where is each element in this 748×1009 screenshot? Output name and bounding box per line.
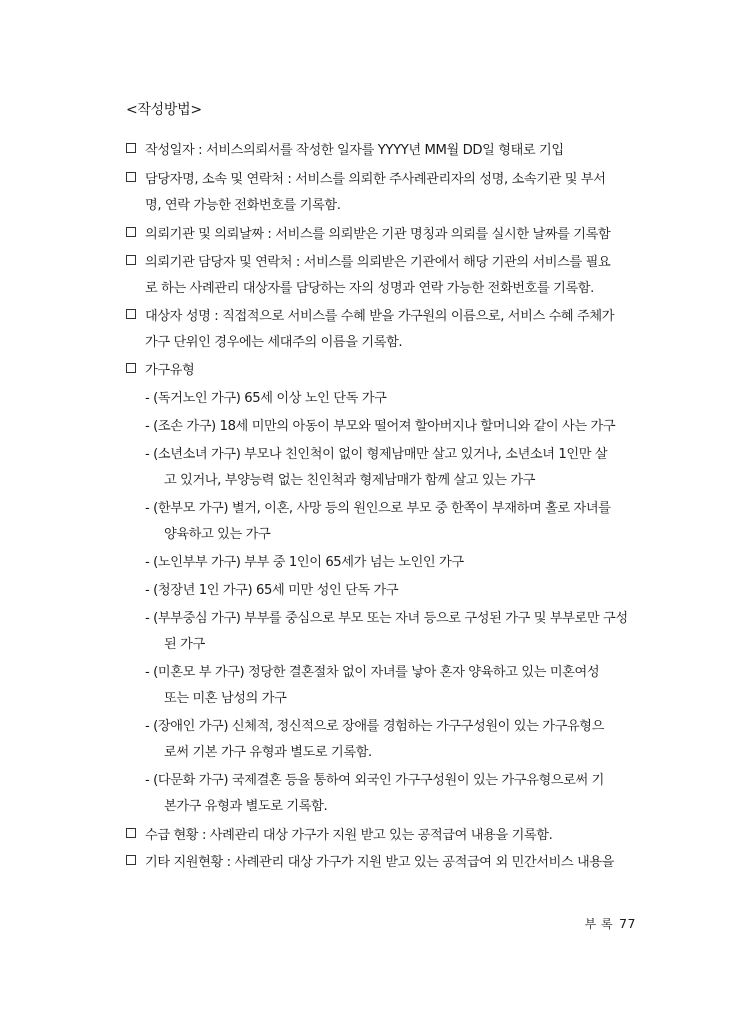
bullet-item-write-date: 작성일자 : 서비스의뢰서를 작성한 일자를 YYYY년 MM월 DD일 형태로 기입 (126, 141, 564, 161)
section-heading: <작성방법> (126, 102, 202, 118)
sub-item-continuation: 양육하고 있는 가구 (164, 527, 271, 542)
bullet-item-agency-contact: 의뢰기관 담당자 및 연락처 : 서비스를 의뢰받은 기관에서 해당 기관의 서비스를 필요 (126, 253, 610, 273)
sub-item: - (부부중심 가구) 부부를 중심으로 부모 또는 자녀 등으로 구성된 가구 및 부부로만 구성 (145, 611, 628, 626)
sub-item: - (다문화 가구) 국제결혼 등을 통하여 외국인 가구구성원이 있는 가구유형으로써 기 (145, 773, 604, 788)
checkbox-square-icon (126, 227, 136, 237)
checkbox-square-icon (126, 855, 136, 865)
bullet-item-other-support: 기타 지원현황 : 사례관리 대상 가구가 지원 받고 있는 공적급여 외 민간서비스 내용을 (126, 853, 614, 873)
sub-item: - (소년소녀 가구) 부모나 친인척이 없이 형제남매만 살고 있거나, 소년소녀 1인만 살 (145, 447, 608, 462)
continuation-line: 로 하는 사례관리 대상자를 담당하는 자의 성명과 연락 가능한 전화번호를 기록함. (145, 281, 594, 296)
bullet-item-client-name: 대상자 성명 : 직접적으로 서비스를 수혜 받을 가구원의 이름으로, 서비스 수혜 주체가 (126, 307, 614, 327)
sub-item-continuation: 본가구 유형과 별도로 기록함. (164, 799, 328, 814)
continuation-line: 가구 단위인 경우에는 세대주의 이름을 기록함. (145, 335, 403, 350)
checkbox-square-icon (126, 309, 136, 319)
sub-item: - (미혼모 부 가구) 정당한 결혼절차 없이 자녀를 낳아 혼자 양육하고 있는 미혼여성 (145, 665, 600, 680)
sub-item-continuation: 또는 미혼 남성의 가구 (164, 691, 287, 706)
bullet-item-manager: 담당자명, 소속 및 연락처 : 서비스를 의뢰한 주사례관리자의 성명, 소속기관 및 부서 (126, 170, 606, 190)
continuation-line: 명, 연락 가능한 전화번호를 기록함. (145, 198, 341, 213)
sub-item: - (청장년 1인 가구) 65세 미만 성인 단독 가구 (145, 583, 399, 598)
sub-item: - (한부모 가구) 별거, 이혼, 사망 등의 원인으로 부모 중 한쪽이 부재하며 홀로 자녀를 (145, 501, 611, 516)
page-footer (585, 915, 636, 932)
bullet-item-referral-agency: 의뢰기관 및 의뢰날짜 : 서비스를 의뢰받은 기관 명칭과 의뢰를 실시한 날짜를 기록함 (126, 225, 610, 245)
checkbox-square-icon (126, 828, 136, 838)
sub-item: - (노인부부 가구) 부부 중 1인이 65세가 넘는 노인인 가구 (145, 555, 464, 570)
sub-item-continuation: 로써 기본 가구 유형과 별도로 기록함. (164, 745, 372, 760)
checkbox-square-icon (126, 172, 136, 182)
bullet-item-benefit-status: 수급 현황 : 사례관리 대상 가구가 지원 받고 있는 공적급여 내용을 기록함. (126, 826, 552, 846)
checkbox-square-icon (126, 363, 136, 373)
sub-item-continuation: 고 있거나, 부양능력 없는 친인척과 형제남매가 함께 살고 있는 가구 (164, 473, 536, 488)
sub-item: - (조손 가구) 18세 미만의 아동이 부모와 떨어져 할아버지나 할머니와 같이 사는 가구 (145, 419, 616, 434)
checkbox-square-icon (126, 143, 136, 153)
page-number: 77 (619, 916, 636, 931)
footer-section-label: 부 록 (584, 917, 614, 931)
bullet-item-household-type: 가구유형 (126, 361, 194, 381)
sub-item-continuation: 된 가구 (164, 637, 205, 652)
checkbox-square-icon (126, 255, 136, 265)
sub-item: - (장애인 가구) 신체적, 정신적으로 장애를 경험하는 가구구성원이 있는 가구유형으 (145, 719, 604, 734)
sub-item: - (독거노인 가구) 65세 이상 노인 단독 가구 (145, 391, 387, 406)
